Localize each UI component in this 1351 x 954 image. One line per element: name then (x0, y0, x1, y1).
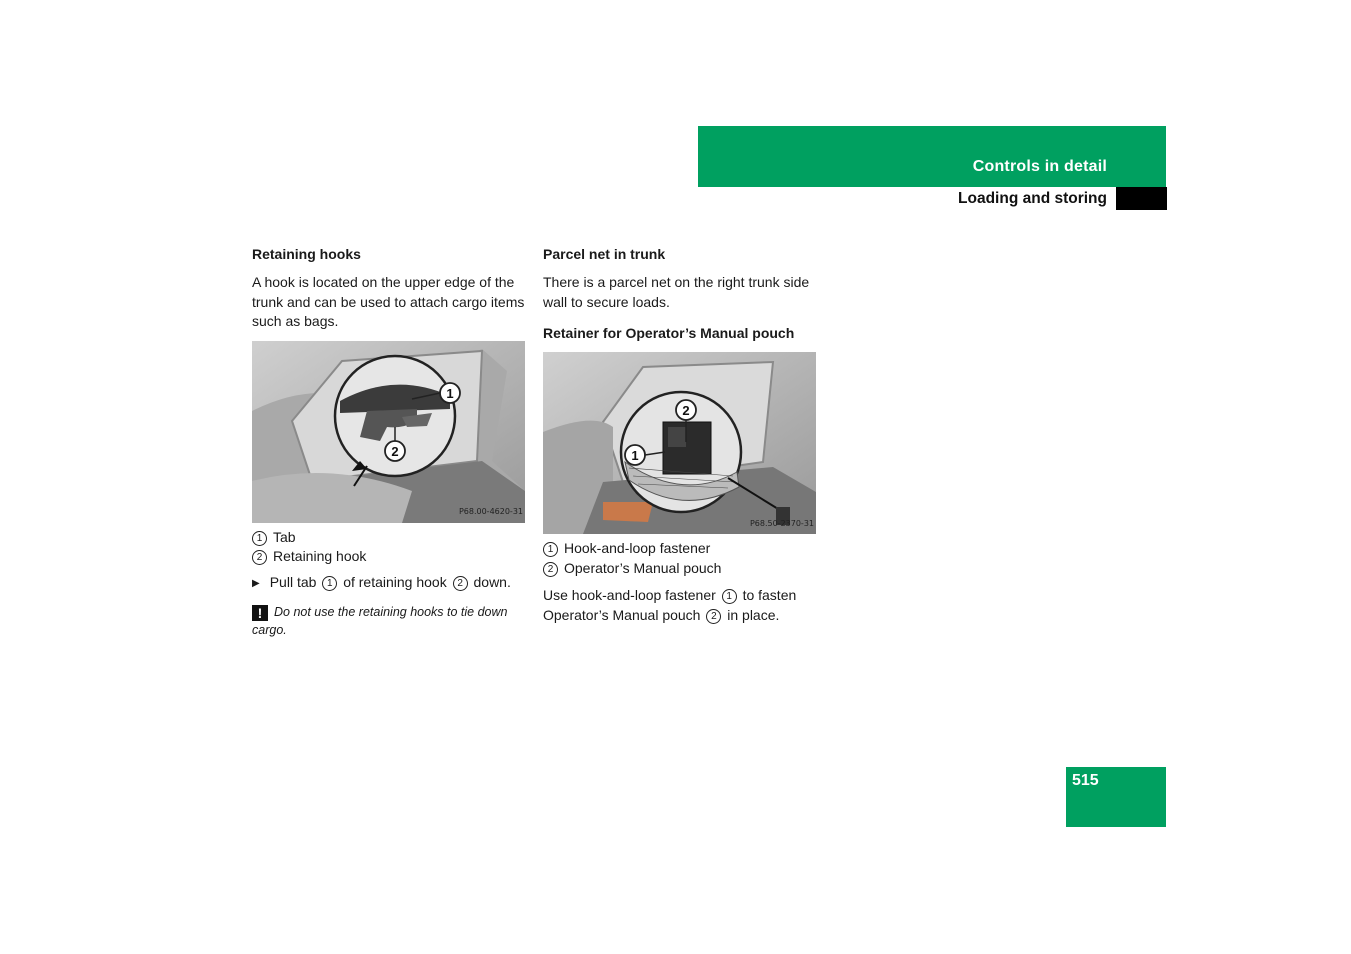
subsection-title: Loading and storing (958, 190, 1107, 207)
legend-label: Operator’s Manual pouch (564, 559, 722, 576)
subsection-marker (1116, 187, 1167, 210)
svg-text:1: 1 (446, 385, 454, 401)
warning-text: Do not use the retaining hooks to tie down cargo. (252, 605, 508, 637)
callout-number: 1 (722, 589, 737, 604)
legend-label: Hook-and-loop fastener (564, 540, 711, 556)
figure-code: P68.00-4620-31 (458, 507, 523, 516)
body-text: in place. (727, 606, 780, 623)
instruction-step (252, 573, 526, 594)
pouch-instructions (543, 586, 817, 625)
callout-number: 1 (322, 576, 337, 591)
svg-text:2: 2 (682, 403, 690, 418)
retaining-hook-figure (252, 341, 525, 523)
svg-text:1: 1 (631, 448, 639, 463)
callout-number: 2 (543, 562, 558, 577)
section-title: Controls in detail (972, 158, 1107, 175)
legend-item (543, 539, 817, 559)
body-text: Use hook-and-loop fastener (543, 587, 716, 603)
page-number: 515 (1072, 772, 1099, 789)
trunk-pouch-illustration (543, 352, 816, 534)
retaining-hooks-heading: Retaining hooks (252, 246, 361, 262)
warning-icon: ! (252, 605, 268, 621)
parcel-net-section (543, 244, 817, 625)
retaining-hooks-intro: A hook is located on the upper edge of the trunk and can be used to attach cargo items such as bags. (252, 274, 525, 329)
figure-code: P68.50-2370-31 (749, 518, 814, 528)
figure-legend (252, 528, 526, 567)
legend-label: Tab (273, 528, 296, 545)
pouch-retainer-heading: Retainer for Operator’s Manual pouch (543, 325, 795, 341)
step-text: down. (473, 573, 511, 590)
parcel-net-heading: Parcel net in trunk (543, 246, 666, 262)
retaining-hooks-section (252, 244, 526, 639)
step-text: of retaining hook (343, 573, 447, 590)
warning-note (252, 603, 526, 639)
section-header-bar (698, 126, 1166, 187)
svg-text:2: 2 (391, 443, 399, 459)
trunk-hook-illustration (252, 341, 525, 523)
legend-item (252, 547, 526, 567)
bullet-arrow-icon: ▶ (252, 577, 260, 589)
step-text: Pull tab (269, 573, 317, 590)
parcel-net-text: There is a parcel net on the right trunk side wall to secure loads. (543, 274, 810, 310)
figure-legend (543, 539, 817, 578)
page-number-box (1066, 767, 1166, 827)
legend-item (543, 559, 817, 579)
callout-number: 2 (252, 550, 267, 565)
body-text: to fasten Operator’s Manual pouch (543, 587, 797, 623)
callout-number: 1 (543, 542, 558, 557)
callout-number: 2 (453, 576, 468, 591)
legend-label: Retaining hook (273, 548, 367, 564)
pouch-retainer-figure (543, 352, 816, 534)
callout-number: 1 (252, 531, 267, 546)
callout-number: 2 (706, 609, 721, 624)
legend-item (252, 528, 526, 548)
